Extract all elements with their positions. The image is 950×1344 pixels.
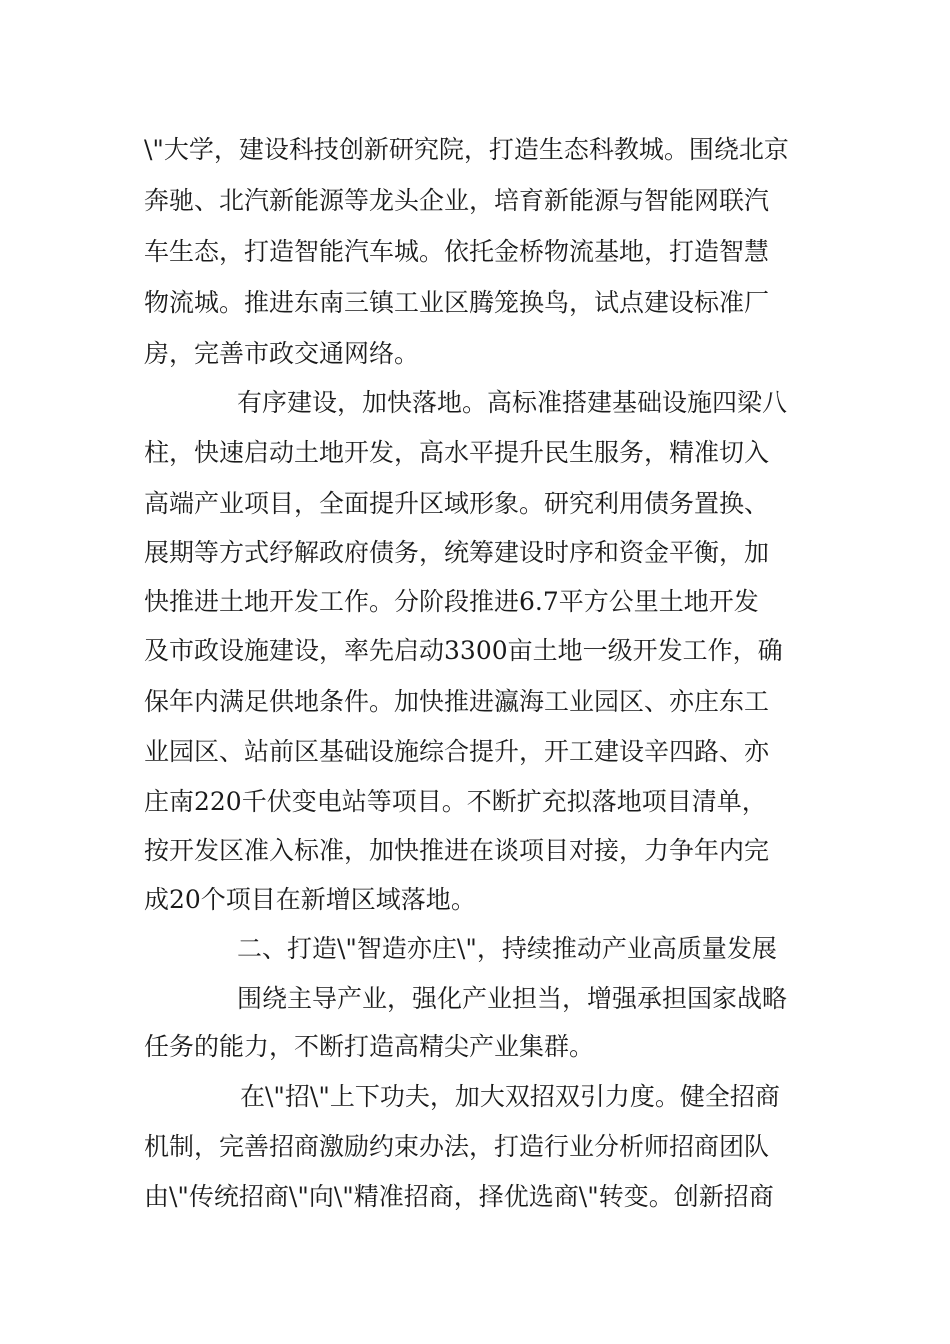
- text-line: 展期等方式纾解政府债务，统筹建设时序和资金平衡，加: [144, 538, 770, 567]
- text-line: 在\"招\"上下功夫，加大双招双引力度。健全招商: [240, 1082, 780, 1111]
- text-line: 按开发区准入标准，加快推进在谈项目对接，力争年内完: [144, 836, 770, 865]
- text-line: 车生态，打造智能汽车城。依托金桥物流基地，打造智慧: [144, 237, 770, 266]
- text-line: 物流城。推进东南三镇工业区腾笼换鸟，试点建设标准厂: [144, 288, 770, 317]
- text-line: 庄南220千伏变电站等项目。不断扩充拟落地项目清单，: [144, 787, 767, 816]
- text-line: 围绕主导产业，强化产业担当，增强承担国家战略: [237, 984, 788, 1013]
- text-line: 保年内满足供地条件。加快推进瀛海工业园区、亦庄东工: [144, 687, 770, 716]
- text-line: 由\"传统招商\"向\"精准招商，择优选商\"转变。创新招商: [144, 1182, 774, 1211]
- text-line: 房，完善市政交通网络。: [144, 339, 420, 368]
- heading-line: 二、打造\"智造亦庄\"，持续推动产业高质量发展: [237, 934, 777, 963]
- text-line: 成20个项目在新增区域落地。: [144, 885, 476, 914]
- text-line: 有序建设，加快落地。高标准搭建基础设施四梁八: [237, 388, 788, 417]
- text-line: 奔驰、北汽新能源等龙头企业，培育新能源与智能网联汽: [144, 186, 770, 215]
- text-line: 柱，快速启动土地开发，高水平提升民生服务，精准切入: [144, 438, 770, 467]
- text-line: 业园区、站前区基础设施综合提升，开工建设辛四路、亦: [144, 737, 770, 766]
- text-line: 机制，完善招商激励约束办法，打造行业分析师招商团队: [144, 1132, 770, 1161]
- text-line: 任务的能力，不断打造高精尖产业集群。: [144, 1032, 595, 1061]
- text-line: 及市政设施建设，率先启动3300亩土地一级开发工作，确: [144, 636, 783, 665]
- text-line: \"大学，建设科技创新研究院，打造生态科教城。围绕北京: [144, 135, 789, 164]
- text-line: 高端产业项目，全面提升区域形象。研究利用债务置换、: [144, 489, 770, 518]
- text-line: 快推进土地开发工作。分阶段推进6.7平方公里土地开发: [144, 587, 759, 616]
